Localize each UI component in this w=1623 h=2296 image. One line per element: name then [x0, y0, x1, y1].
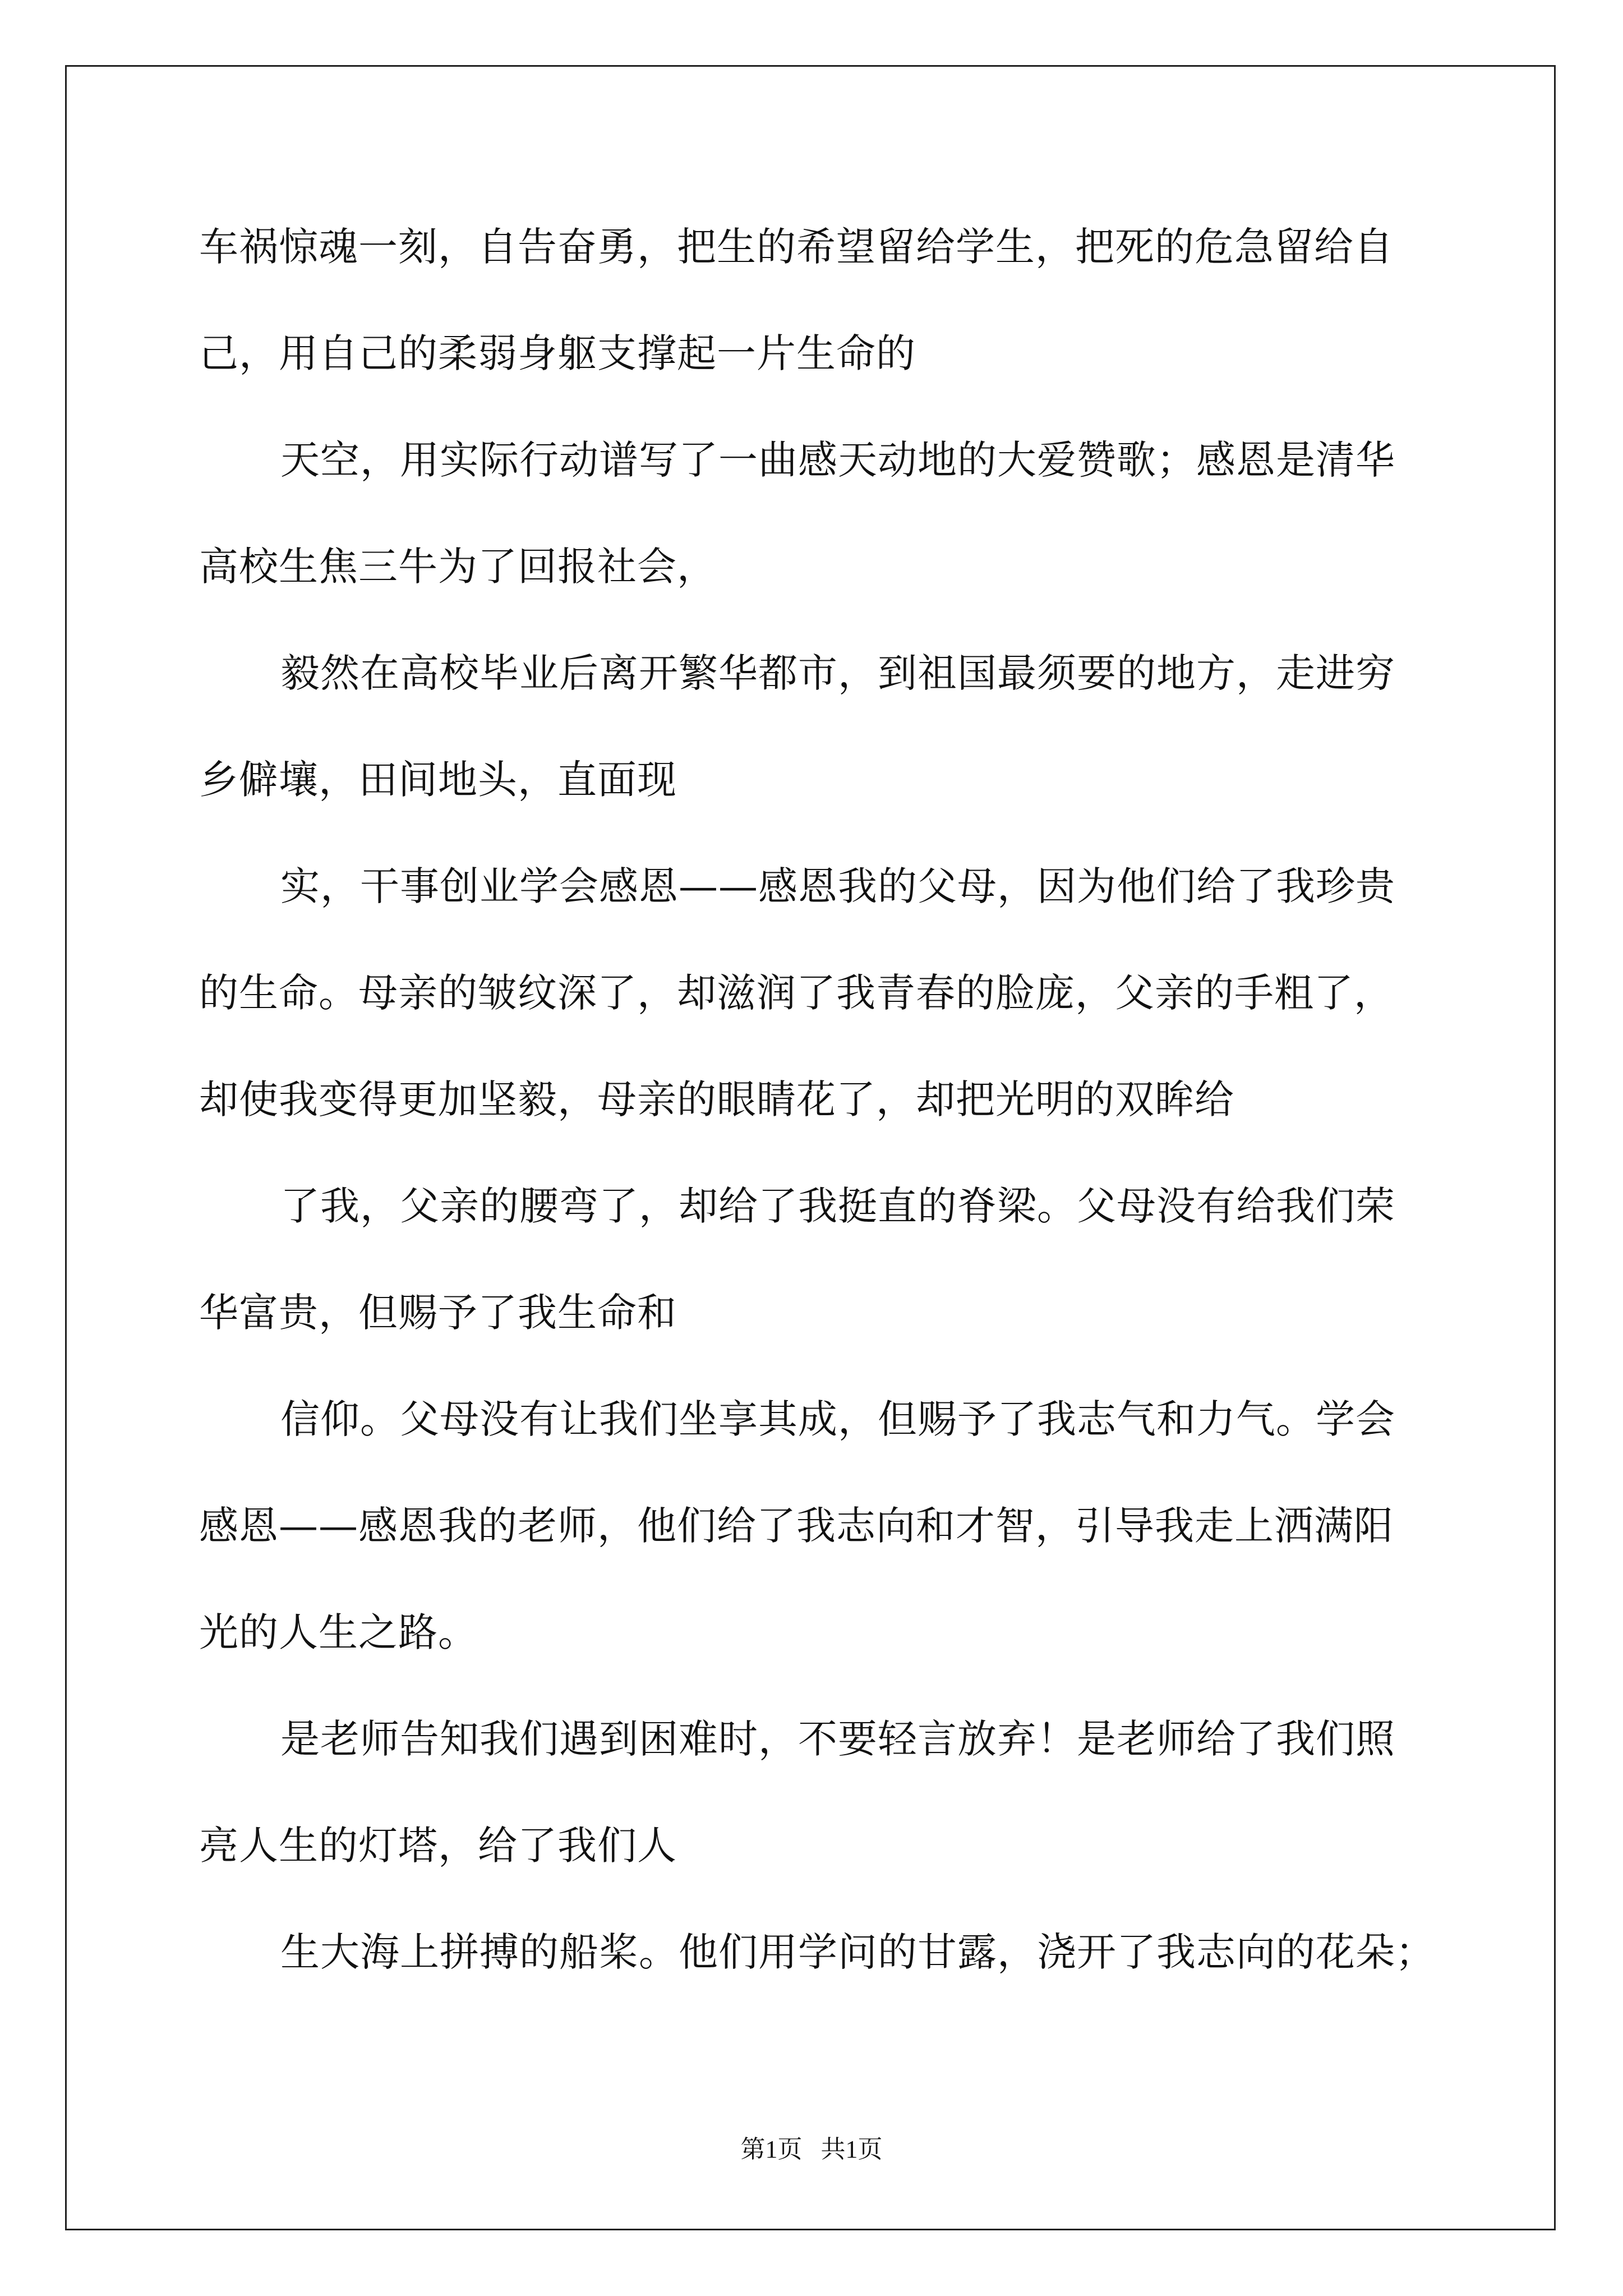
body-text-line: 实，干事创业学会感恩——感恩我的父母，因为他们给了我珍贵	[280, 863, 1395, 909]
body-text-line: 华富贵，但赐予了我生命和	[199, 1290, 677, 1336]
body-text-line: 信仰。父母没有让我们坐享其成，但赐予了我志气和力气。学会	[280, 1396, 1395, 1442]
body-text-line: 了我，父亲的腰弯了，却给了我挺直的脊梁。父母没有给我们荣	[280, 1183, 1395, 1229]
body-text-line: 亮人生的灯塔，给了我们人	[199, 1823, 677, 1869]
body-text-line: 天空，用实际行动谱写了一曲感天动地的大爱赞歌；感恩是清华	[280, 437, 1395, 483]
body-text-line: 车祸惊魂一刻，自告奋勇，把生的希望留给学生，把死的危急留给自	[199, 224, 1394, 270]
body-text-line: 却使我变得更加坚毅，母亲的眼睛花了，却把光明的双眸给	[199, 1076, 1234, 1122]
body-text-line: 乡僻壤，田间地头，直面现	[199, 757, 677, 803]
body-text-line: 己，用自己的柔弱身躯支撑起一片生命的	[199, 330, 916, 376]
body-text-line: 感恩——感恩我的老师，他们给了我志向和才智，引导我走上洒满阳	[199, 1503, 1394, 1549]
body-text-line: 高校生焦三牛为了回报社会，	[199, 544, 717, 590]
body-text-line: 毅然在高校毕业后离开繁华都市，到祖国最须要的地方，走进穷	[280, 650, 1395, 696]
body-text-line: 的生命。母亲的皱纹深了，却滋润了我青春的脸庞，父亲的手粗了，	[199, 970, 1394, 1016]
body-text-line: 生大海上拼搏的船桨。他们用学问的甘露，浇开了我志向的花朵；	[280, 1929, 1435, 1975]
page-border	[65, 65, 1556, 2230]
body-text-line: 是老师告知我们遇到困难时，不要轻言放弃！是老师给了我们照	[280, 1716, 1395, 1762]
body-text-line: 光的人生之路。	[199, 1609, 478, 1655]
page-number-footer: 第1页 共1页	[740, 2136, 883, 2163]
